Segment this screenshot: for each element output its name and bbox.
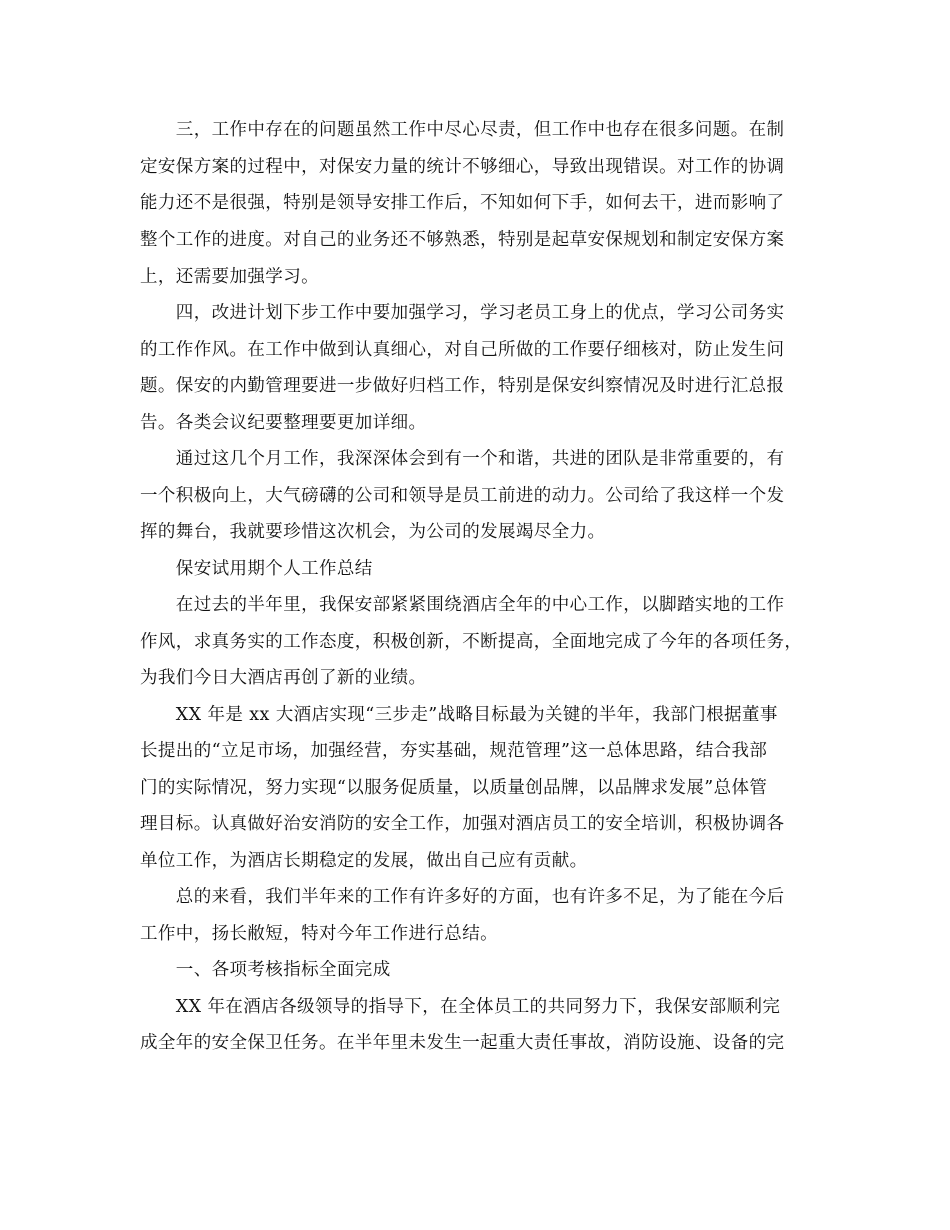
text-line: 挥的舞台，我就要珍惜这次机会，为公司的发展竭尽全力。	[140, 522, 606, 542]
text-line: 整个工作的进度。对自己的业务还不够熟悉，特别是起草安保规划和制定安保方案	[140, 230, 785, 250]
text-line: 通过这几个月工作，我深深体会到有一个和谐，共进的团队是非常重要的，有	[140, 449, 785, 469]
text-line: 的工作作风。在工作中做到认真细心，对自己所做的工作要仔细核对，防止发生问	[140, 340, 785, 360]
text-line: 为我们今日大酒店再创了新的业绩。	[140, 668, 427, 688]
text-line: 作风，求真务实的工作态度，积极创新，不断提高，全面地完成了今年的各项任务，	[140, 632, 803, 652]
section-heading: 保安试用期个人工作总结	[140, 559, 373, 579]
section-heading: 一、各项考核指标全面完成	[140, 960, 391, 980]
text-line: 总的来看，我们半年来的工作有许多好的方面，也有许多不足，为了能在今后	[140, 887, 785, 907]
text-line: XX 年在酒店各级领导的指导下，在全体员工的共同努力下，我保安部顺利完	[140, 997, 781, 1017]
text-line: 定安保方案的过程中，对保安力量的统计不够细心，导致出现错误。对工作的协调	[140, 157, 785, 177]
text-line: 四，改进计划下步工作中要加强学习，学习老员工身上的优点，学习公司务实	[140, 303, 785, 323]
text-line: 一个积极向上，大气磅礴的公司和领导是员工前进的动力。公司给了我这样一个发	[140, 486, 785, 506]
text-line: 告。各类会议纪要整理要更加详细。	[140, 413, 427, 433]
text-line: 上，还需要加强学习。	[140, 267, 319, 287]
text-line: 门的实际情况，努力实现“以服务促质量，以质量创品牌，以品牌求发展”总体管	[140, 778, 768, 798]
text-line: 能力还不是很强，特别是领导安排工作后，不知如何下手，如何去干，进而影响了	[140, 193, 785, 213]
text-line: XX 年是 xx 大酒店实现“三步走”战略目标最为关键的半年，我部门根据董事	[140, 705, 778, 725]
text-line: 工作中，扬长敝短，特对今年工作进行总结。	[140, 924, 498, 944]
text-line: 成全年的安全保卫任务。在半年里未发生一起重大责任事故，消防设施、设备的完	[140, 1033, 785, 1053]
text-line: 理目标。认真做好治安消防的安全工作，加强对酒店员工的安全培训，积极协调各	[140, 814, 785, 834]
text-line: 单位工作，为酒店长期稳定的发展，做出自己应有贡献。	[140, 851, 588, 871]
text-line: 三，工作中存在的问题虽然工作中尽心尽责，但工作中也存在很多问题。在制	[140, 120, 785, 140]
text-line: 在过去的半年里，我保安部紧紧围绕酒店全年的中心工作，以脚踏实地的工作	[140, 595, 785, 615]
text-line: 题。保安的内勤管理要进一步做好归档工作，特别是保安纠察情况及时进行汇总报	[140, 376, 785, 396]
text-line: 长提出的“立足市场，加强经营，夯实基础，规范管理”这一总体思路，结合我部	[140, 741, 768, 761]
